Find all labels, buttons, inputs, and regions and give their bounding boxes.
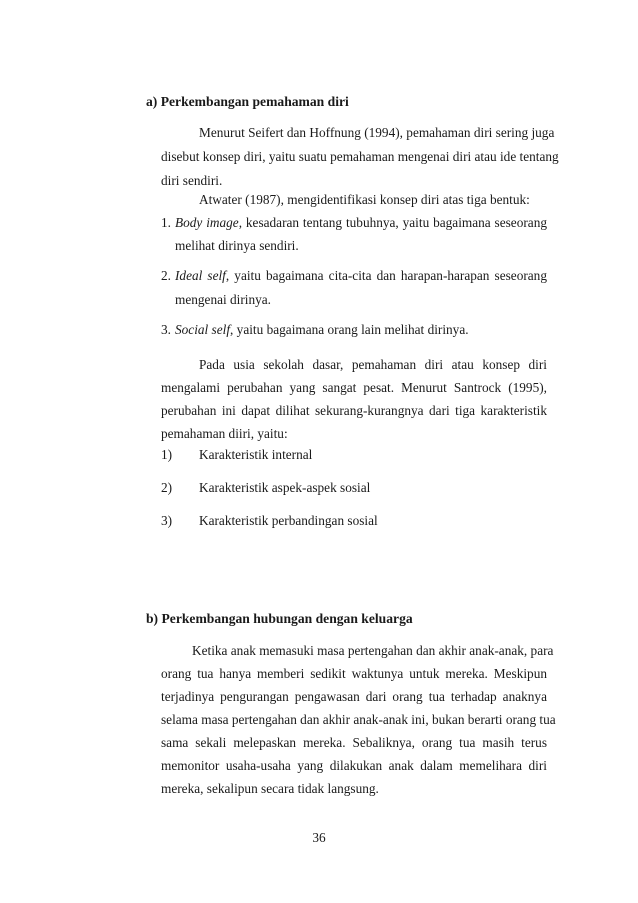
para-b-line-2: orang tua hanya memberi sedikit waktunya untuk mereka. Meskipun [161, 666, 547, 681]
para3-line-2: mengalami perubahan yang sangat pesat. Menurut Santrock (1995), [161, 380, 547, 395]
section-b-heading: b) Perkembangan hubungan dengan keluarga [146, 611, 413, 626]
list-item-term: Ideal self [175, 268, 226, 283]
para3-line-4: pemahaman diiri, yaitu: [161, 426, 288, 441]
para2-intro: Atwater (1987), mengidentifikasi konsep diri atas tiga bentuk: [199, 192, 530, 207]
para-b-line-4: selama masa pertengahan dan akhir anak-anak ini, bukan berarti orang tua [161, 712, 556, 727]
characteristic-number: 2) [161, 480, 173, 495]
list-item-line-2: mengenai dirinya. [175, 292, 271, 307]
characteristic-text: Karakteristik perbandingan sosial [199, 513, 378, 528]
para3-line-1: Pada usia sekolah dasar, pemahaman diri atau konsep diri [199, 357, 547, 372]
para-b-line-1: Ketika anak memasuki masa pertengahan dan akhir anak-anak, para [192, 643, 554, 658]
para-b-line-3: terjadinya pengurangan pengawasan dari orang tua terhadap anaknya [161, 689, 547, 704]
characteristic-text: Karakteristik aspek-aspek sosial [199, 480, 371, 495]
para-b-line-5: sama sekali melepaskan mereka. Sebaliknya, orang tua masih terus [161, 735, 547, 750]
list-item-line-2: melihat dirinya sendiri. [175, 238, 299, 253]
section-a-heading: a) Perkembangan pemahaman diri [146, 94, 349, 109]
para3-line-3: perubahan ini dapat dilihat sekurang-kurangnya dari tiga karakteristik [161, 403, 547, 418]
list-item-number: 3. [161, 322, 171, 337]
list-item-line: Ideal self, yaitu bagaimana cita-cita dan harapan-harapan seseorang [175, 268, 547, 283]
list-item-number: 2. [161, 268, 171, 283]
characteristic-text: Karakteristik internal [199, 447, 313, 462]
characteristic-number: 1) [161, 447, 173, 462]
list-item-term: Social self [175, 322, 231, 337]
list-item-number: 1. [161, 215, 171, 230]
page-number: 36 [312, 830, 326, 845]
para1-line-2: disebut konsep diri, yaitu suatu pemahaman mengenai diri atau ide tentang [161, 149, 559, 164]
para-b-line-7: mereka, sekalipun secara tidak langsung. [161, 781, 379, 796]
para1-line-3: diri sendiri. [161, 173, 223, 188]
characteristic-number: 3) [161, 513, 173, 528]
list-item-line: Body image, kesadaran tentang tubuhnya, yaitu bagaimana seseorang [175, 215, 547, 230]
list-item-line: Social self, yaitu bagaimana orang lain melihat dirinya. [175, 322, 469, 337]
para1-line-1: Menurut Seifert dan Hoffnung (1994), pemahaman diri sering juga [199, 125, 555, 140]
para-b-line-6: memonitor usaha-usaha yang dilakukan anak dalam memelihara diri [161, 758, 547, 773]
list-item-term: Body image [175, 215, 239, 230]
